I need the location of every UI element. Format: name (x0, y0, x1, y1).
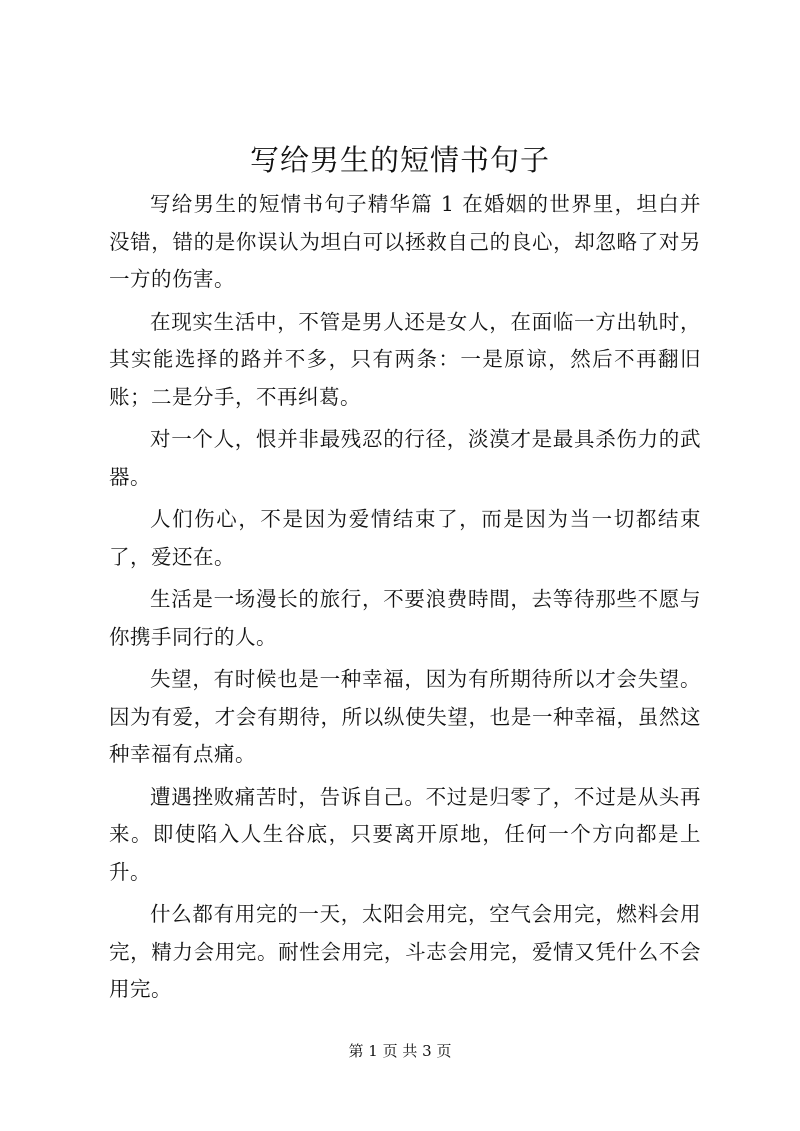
paragraph-2: 在现实生活中，不管是男人还是女人，在面临一方出轨时，其实能选择的路并不多，只有两条：一是原谅，然后不再翻旧账；二是分手，不再纠葛。 (109, 309, 701, 409)
paragraph-7: 遭遇挫败痛苦时，告诉自己。不过是归零了，不过是从头再来。即使陷入人生谷底，只要离开原地，任何一个方向都是上升。 (109, 784, 701, 884)
paragraph-4: 人们伤心，不是因为爱情结束了，而是因为当一切都结束了，爱还在。 (109, 507, 701, 569)
paragraph-3: 对一个人，恨并非最残忍的行径，淡漠才是最具杀伤力的武器。 (109, 427, 701, 489)
page-number-footer: 第 1 页 共 3 页 (348, 1042, 452, 1060)
paragraph-6: 失望，有时候也是一种幸福，因为有所期待所以才会失望。因为有爱，才会有期待，所以纵使失望，也是一种幸福，虽然这种幸福有点痛。 (109, 667, 701, 766)
paragraph-5: 生活是一场漫长的旅行，不要浪费時間，去等待那些不愿与你携手同行的人。 (109, 587, 701, 649)
paragraph-8: 什么都有用完的一天，太阳会用完，空气会用完，燃料会用完，精力会用完。耐性会用完，斗志会用完，爱情又凭什么不会用完。 (109, 902, 701, 1001)
document-title: 写给男生的短情书句子 (249, 143, 550, 177)
paragraph-1: 写给男生的短情书句子精华篇 1 在婚姻的世界里，坦白并没错，错的是你误认为坦白可以拯救自己的良心，却忽略了对另一方的伤害。 (109, 192, 701, 291)
document-body (109, 186, 701, 1014)
